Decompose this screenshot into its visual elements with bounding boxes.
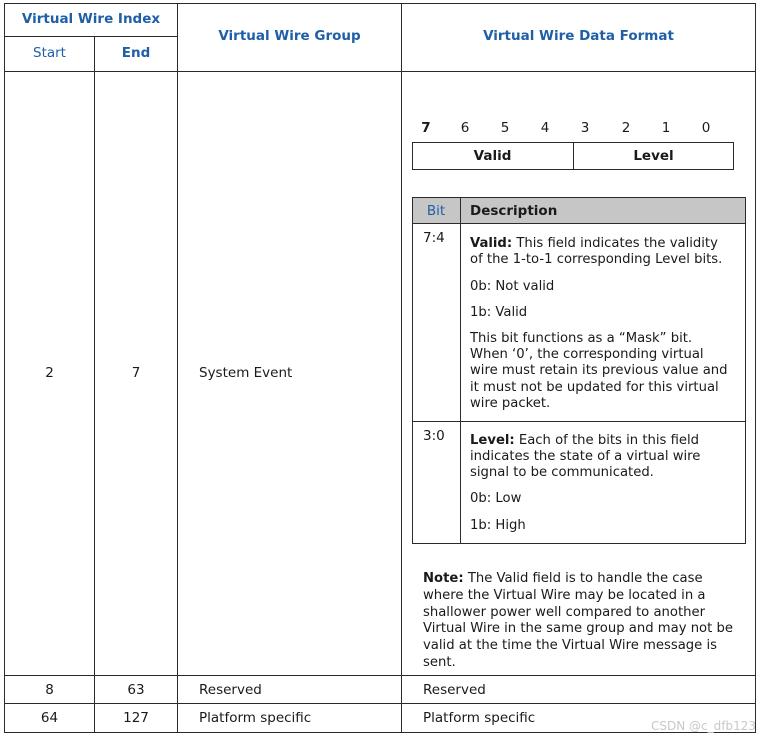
desc-header-divider xyxy=(412,223,746,224)
description-line: signal to be communicated. xyxy=(470,465,654,480)
field-name: Level: xyxy=(470,433,515,448)
description-line: wire must retain its previous value and xyxy=(470,363,728,378)
description-line: it must not be updated for this virtual xyxy=(470,380,719,395)
bit-number: 6 xyxy=(460,120,470,136)
field-valid: Valid xyxy=(473,148,512,164)
index-header: Virtual Wire Index xyxy=(21,11,161,27)
table-cell-format: Reserved xyxy=(423,682,486,698)
note-line: shallower power well compared to another xyxy=(423,605,706,620)
column-divider xyxy=(401,3,402,733)
row-divider xyxy=(4,703,756,704)
description-text xyxy=(470,236,718,253)
desc-column-divider xyxy=(460,197,461,544)
table-cell-group: System Event xyxy=(199,365,293,381)
table-cell-group: Reserved xyxy=(199,682,262,698)
index-subheader-divider xyxy=(4,36,178,37)
table-border-top xyxy=(4,3,756,4)
format-header: Virtual Wire Data Format xyxy=(483,28,674,44)
description-line: indicates the state of a virtual wire xyxy=(470,449,701,464)
bit-number: 7 xyxy=(421,120,431,136)
note-text: The Valid field is to handle the case xyxy=(463,571,703,586)
bit-number: 1 xyxy=(661,120,671,136)
group-header: Virtual Wire Group xyxy=(218,28,361,44)
note-label: Note: xyxy=(423,571,464,586)
desc-row-divider xyxy=(412,421,746,422)
start-header: Start xyxy=(33,45,66,61)
description-line: This field indicates the validity xyxy=(512,236,718,251)
table-border-bottom xyxy=(4,732,756,733)
table-cell-end: 7 xyxy=(131,365,141,381)
watermark: CSDN @c_dfb123 xyxy=(651,719,756,733)
value-option: 0b: Not valid xyxy=(470,279,555,294)
table-cell-end: 63 xyxy=(127,682,145,698)
description-line: This bit functions as a “Mask” bit. xyxy=(470,331,693,346)
value-option: 1b: High xyxy=(470,518,526,533)
bit-range: 3:0 xyxy=(423,428,445,444)
header-bottom-divider xyxy=(4,71,756,72)
table-cell-start: 2 xyxy=(45,365,54,381)
note-line: sent. xyxy=(423,655,456,670)
column-divider xyxy=(94,36,95,733)
bit-number: 2 xyxy=(621,120,631,136)
bit-number: 5 xyxy=(500,120,510,136)
table-cell-end: 127 xyxy=(123,710,149,726)
field-name: Valid: xyxy=(470,236,513,251)
description-line: When ‘0’, the corresponding virtual xyxy=(470,347,704,362)
description-line: wire packet. xyxy=(470,396,551,411)
field-level: Level xyxy=(633,148,674,164)
value-option: 1b: Valid xyxy=(470,305,528,320)
column-divider xyxy=(177,3,178,733)
end-header: End xyxy=(121,45,151,61)
table-cell-group: Platform specific xyxy=(199,710,312,726)
bit-number: 4 xyxy=(540,120,550,136)
value-option: 0b: Low xyxy=(470,491,522,506)
description-line: of the 1-to-1 corresponding Level bits. xyxy=(470,252,723,267)
note-line: Virtual Wire in the same group and may not be xyxy=(423,621,733,636)
table-border-right xyxy=(755,3,756,733)
bit-range: 7:4 xyxy=(423,230,445,246)
table-cell-format: Platform specific xyxy=(423,710,536,726)
row-divider xyxy=(4,675,756,676)
note-line: valid at the time the Virtual Wire message is xyxy=(423,638,718,653)
description-line: Each of the bits in this field xyxy=(514,433,700,448)
description-column-header: Description xyxy=(470,203,558,219)
bit-number: 0 xyxy=(701,120,711,136)
table-cell-start: 8 xyxy=(45,682,54,698)
bit-column-header: Bit xyxy=(426,203,446,219)
note-line xyxy=(423,571,703,588)
note-line: where the Virtual Wire may be located in a xyxy=(423,588,706,603)
bit-number: 3 xyxy=(580,120,590,136)
table-cell-start: 64 xyxy=(40,710,59,726)
description-text xyxy=(470,433,699,450)
